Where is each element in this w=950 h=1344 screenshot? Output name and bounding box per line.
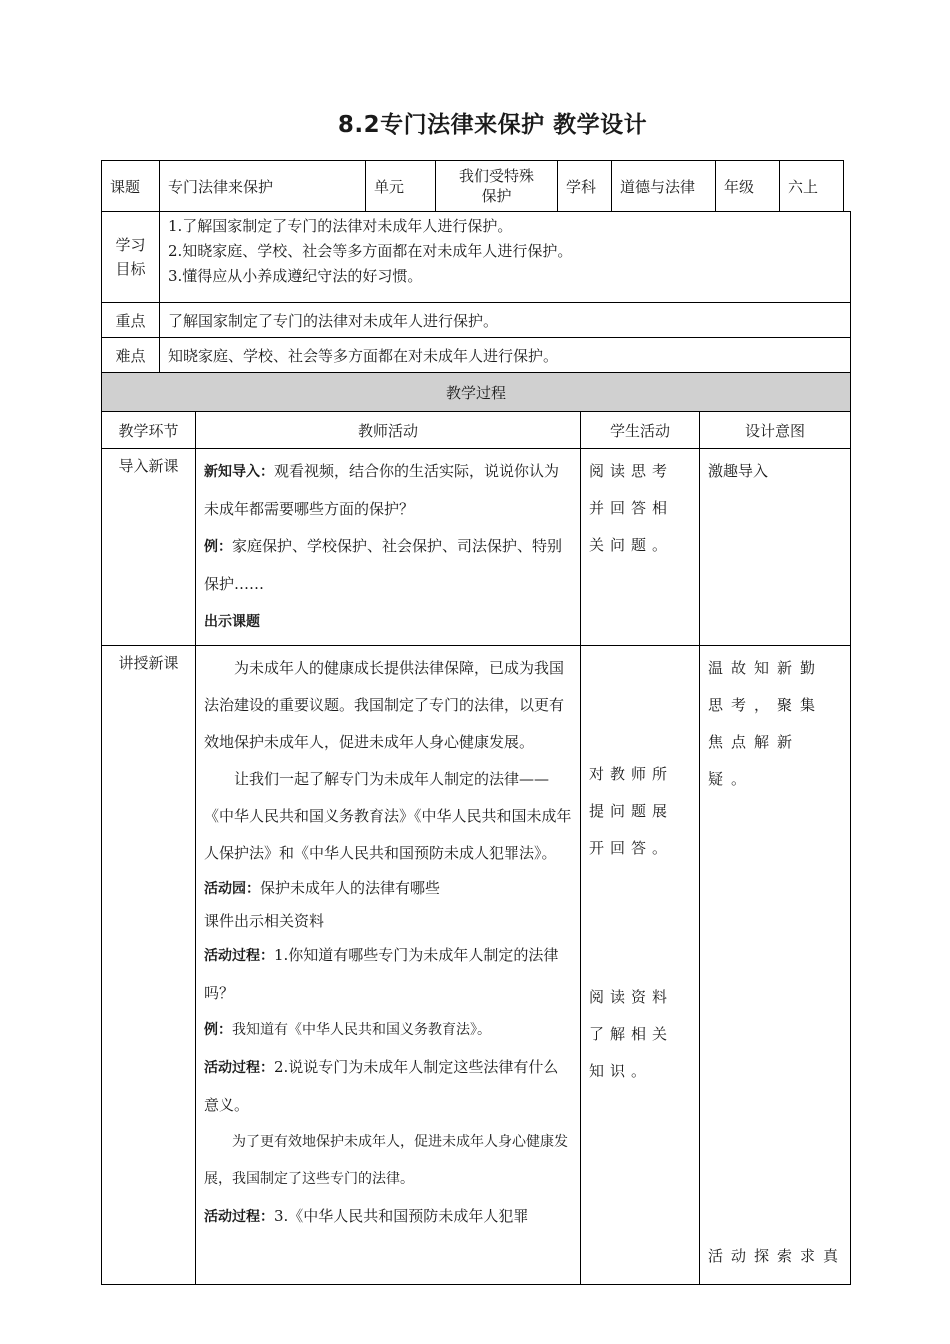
intro-teacher-activity	[196, 449, 581, 646]
intro-student-activity: 阅读思考并回答相关问题。	[581, 449, 700, 646]
unit-value	[436, 161, 558, 212]
process-header: 教学过程	[102, 373, 851, 412]
lecture-a4-text: 我知道有《中华人民共和国义务教育法》。	[232, 1022, 491, 1038]
lecture-student2: 阅读资料了解相关知识。	[589, 988, 674, 1080]
lecture-a1-bold: 活动园：	[204, 881, 260, 897]
subject-label: 学科	[558, 161, 612, 212]
intro-t2-text: 家庭保护、学校保护、社会保护、司法保护、特别保护……	[204, 537, 563, 593]
intro-t3-bold: 出示课题	[204, 614, 260, 630]
topic-value: 专门法律来保护	[160, 161, 366, 212]
intro-stage: 导入新课	[102, 449, 196, 646]
intro-t1-bold: 新知导入：	[204, 464, 274, 480]
key-point-label: 重点	[102, 303, 160, 338]
lecture-a7-bold: 活动过程：	[204, 1209, 274, 1225]
unit-label: 单元	[366, 161, 436, 212]
col-teacher: 教师活动	[196, 412, 581, 449]
lecture-design2: 活动探索求真	[708, 1247, 847, 1265]
lecture-a1-text: 保护未成年人的法律有哪些	[260, 879, 441, 897]
intro-design-intent: 激趣导入	[700, 449, 851, 646]
col-student: 学生活动	[581, 412, 700, 449]
lecture-teacher-activity	[196, 646, 581, 1285]
goal-item: 2.知晓家庭、学校、社会等多方面都在对未成年人进行保护。	[168, 242, 573, 260]
process-table	[101, 211, 851, 1285]
key-point-text: 了解国家制定了专门的法律对未成年人进行保护。	[160, 303, 851, 338]
lecture-stage: 讲授新课	[102, 646, 196, 1285]
lecture-a3-text: 1.你知道有哪些专门为未成年人制定的法律吗？	[204, 946, 559, 1002]
lecture-a3-bold: 活动过程：	[204, 948, 274, 964]
col-design: 设计意图	[700, 412, 851, 449]
info-table	[101, 160, 844, 212]
intro-t2-bold: 例：	[204, 539, 232, 555]
col-stage: 教学环节	[102, 412, 196, 449]
lecture-design1: 温故知新勤思考，聚集焦点解新疑。	[708, 659, 824, 788]
lecture-student1: 对教师所提问题展开回答。	[589, 765, 674, 857]
unit-value-line1: 我们受特殊	[458, 167, 534, 185]
lecture-a6: 为了更有效地保护未成年人，促进未成年人身心健康发展，我国制定了这些专门的法律。	[204, 1134, 568, 1187]
lecture-design-intent	[700, 646, 851, 1285]
lecture-a4-bold: 例：	[204, 1022, 232, 1038]
subject-value: 道德与法律	[612, 161, 716, 212]
topic-label: 课题	[102, 161, 160, 212]
intro-t1-text: 观看视频，结合你的生活实际，说说你认为未成年都需要哪些方面的保护？	[204, 462, 560, 518]
goals-label	[102, 212, 160, 303]
goals-label-line2: 目标	[115, 260, 146, 278]
goals-label-line1: 学习	[115, 236, 146, 254]
lecture-p1: 为未成年人的健康成长提供法律保障，已成为我国法治建设的重要议题。我国制定了专门的法律，以更有效地保护未成年人，促进未成年人身心健康发展。	[204, 659, 565, 751]
lecture-a2: 课件出示相关资料	[204, 912, 325, 930]
grade-label: 年级	[716, 161, 780, 212]
lecture-a7-text: 3.《中华人民共和国预防未成年人犯罪	[274, 1207, 529, 1225]
lecture-p2: 让我们一起了解专门为未成年人制定的法律——《中华人民共和国义务教育法》《中华人民共和国未成年人保护法》和《中华人民共和国预防未成人犯罪法》。	[204, 770, 572, 862]
goal-item: 3.懂得应从小养成遵纪守法的好习惯。	[168, 267, 423, 285]
goals-body	[160, 212, 851, 303]
page-title: 8.2专门法律来保护 教学设计	[337, 112, 648, 138]
lecture-a5-text: 2.说说专门为未成年人制定这些法律有什么意义。	[204, 1058, 559, 1114]
grade-value: 六上	[780, 161, 844, 212]
difficulty-label: 难点	[102, 338, 160, 373]
lecture-student-activity	[581, 646, 700, 1285]
difficulty-text: 知晓家庭、学校、社会等多方面都在对未成年人进行保护。	[160, 338, 851, 373]
lecture-a5-bold: 活动过程：	[204, 1060, 274, 1076]
unit-value-line2: 保护	[481, 187, 512, 205]
goal-item: 1.了解国家制定了专门的法律对未成年人进行保护。	[168, 217, 513, 235]
